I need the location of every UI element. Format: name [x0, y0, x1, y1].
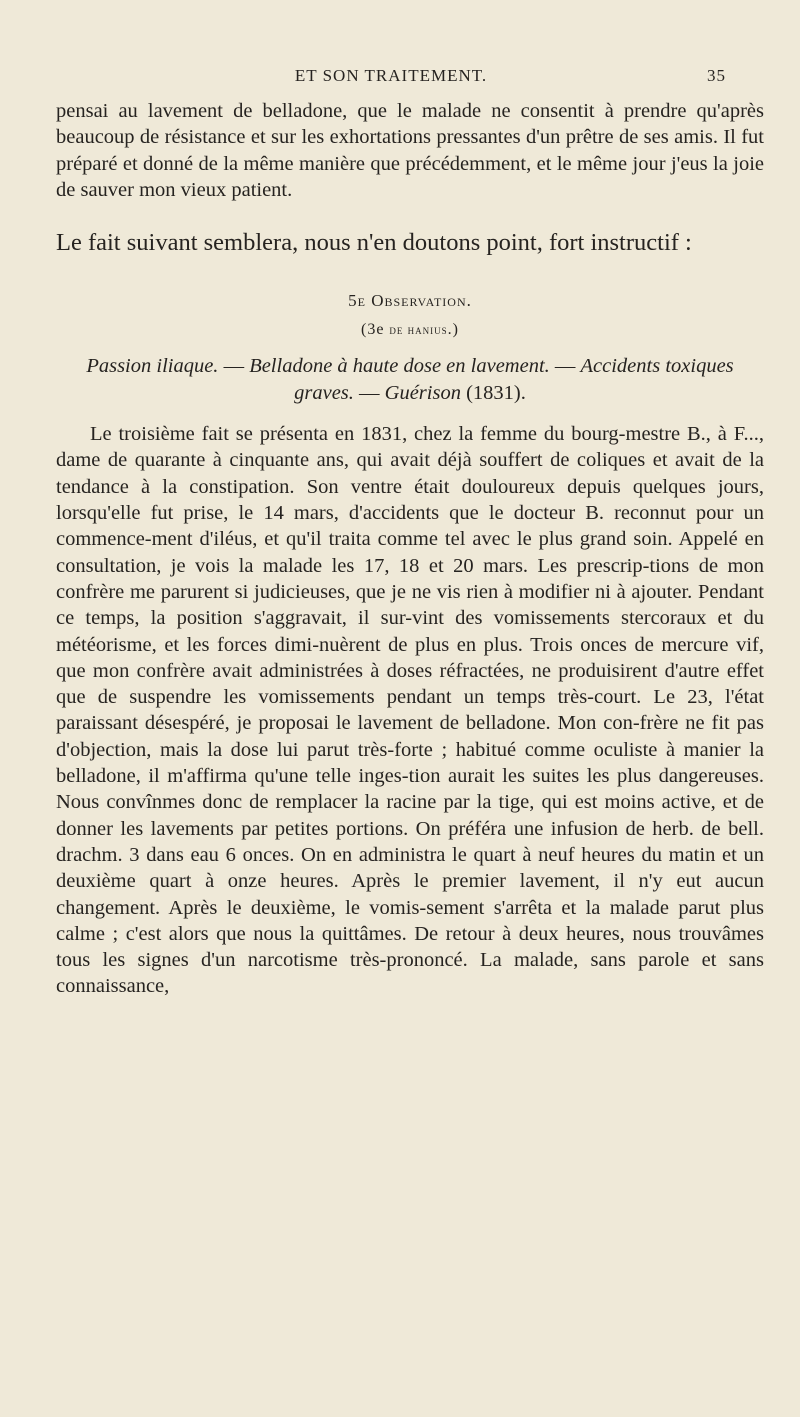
case-diagnosis: Passion iliaque. [86, 355, 219, 378]
observation-source [56, 321, 764, 339]
observation-source-open: (3e [360, 321, 390, 339]
case-complication: Accidents toxiques graves. [294, 355, 734, 405]
paragraph-continuation: pensai au lavement de belladone, que le malade ne consentit à prendre qu'après beaucoup de résistance et sur les exhortations pressantes d'un prêtre de ses amis. Il fut préparé et donné de la même manière que précédemment, et le même jour j'eus la joie de sauver mon vieux patient. [56, 100, 764, 201]
running-title: ET SON TRAITEMENT. [294, 66, 488, 85]
case-separator: — [549, 355, 581, 378]
paragraph-intro: Le fait suivant semblera, nous n'en doutons point, fort instructif : [56, 229, 692, 257]
case-separator: — [353, 382, 385, 405]
page-number: 35 [707, 66, 726, 85]
case-separator: — [218, 355, 250, 378]
case-year: (1831). [460, 382, 526, 405]
observation-heading: 5e Observation. [348, 291, 472, 311]
observation-source-name: de hanius [389, 322, 448, 338]
observation-source-close: .) [447, 321, 459, 339]
running-header [56, 66, 766, 96]
case-treatment: Belladone à haute dose en lavement. [249, 355, 550, 378]
case-title [56, 353, 764, 407]
case-outcome: Guérison [384, 382, 461, 405]
body-text [56, 98, 764, 1000]
case-description: Le troisième fait se présenta en 1831, chez la femme du bourg-mestre B., à F..., dame de quarante à cinquante ans, qui avait déjà souffert de coliques et avait de la tendance à la constipation. Son ventre était douloureux depuis quelques jours, lorsqu'elle fut prise, le 14 mars, d'accidents que le docteur B. reconnut pour un commence-ment d'iléus, et qu'il traita comme tel avec le plus grand soin. Appelé en consultation, je vois la malade les 17, 18 et 20 mars. Les prescrip-tions de mon confrère me parurent si judicieuses, que je ne vis rien à modifier ni à ajouter. Pendant ce temps, la position s'aggravait, il sur-vint des vomissements stercoraux et du météorisme, et les forces dimi-nuèrent de plus en plus. Trois onces de mercure vif, que mon confrère avait administrées à doses réfractées, ne produisirent d'autre effet que de suspendre les vomissements pendant un temps très-court. Le 23, l'état paraissant désespéré, je proposai le lavement de belladone. Mon con-frère ne fit pas d'objection, mais la dose lui parut très-forte ; habitué comme oculiste à manier la belladone, il m'affirma qu'une telle inges-tion aurait les suites les plus dangereuses. Nous convînmes donc de remplacer la racine par la tige, qui est moins active, et de donner les lavements par petites portions. On préféra une infusion de herb. de bell. drachm. 3 dans eau 6 onces. On en administra le quart à neuf heures du matin et un deuxième quart à onze heures. Après le premier lavement, il n'y eut aucun changement. Après le deuxième, le vomis-sement s'arrêta et la malade parut plus calme ; c'est alors que nous la quittâmes. De retour à deux heures, nous trouvâmes tous les signes d'un narcotisme très-prononcé. La malade, sans parole et sans connaissance, [56, 423, 764, 998]
